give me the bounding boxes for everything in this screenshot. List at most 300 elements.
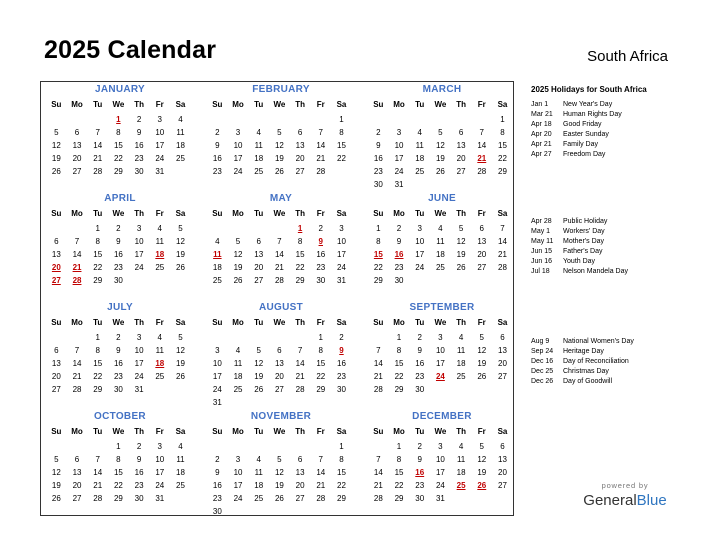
day-cell: 11 — [176, 128, 185, 138]
holiday-day-cell: 21 — [477, 154, 487, 164]
day-cell: 6 — [74, 455, 80, 465]
day-cell: 29 — [373, 276, 383, 286]
day-cell: 5 — [256, 346, 261, 356]
day-cell: 23 — [134, 481, 144, 491]
day-cell: 15 — [295, 250, 305, 260]
day-cell: 26 — [456, 263, 466, 273]
day-cell: 27 — [498, 372, 507, 382]
weekday-header: Tu — [93, 427, 103, 436]
day-cell: 19 — [274, 154, 284, 164]
month-grid — [368, 315, 517, 396]
weekday-header: Sa — [497, 209, 508, 218]
day-cell: 20 — [72, 481, 82, 491]
weekday-header: Sa — [497, 427, 508, 436]
day-cell: 3 — [235, 455, 241, 465]
day-cell: 24 — [134, 263, 144, 273]
day-cell: 10 — [155, 455, 165, 465]
month-grid — [207, 315, 356, 410]
weekday-header: Su — [51, 427, 62, 436]
holiday-date: Jun 15 — [531, 248, 553, 255]
day-cell: 23 — [394, 263, 404, 273]
day-cell: 24 — [134, 372, 144, 382]
day-cell: 8 — [116, 455, 121, 465]
day-cell: 14 — [295, 359, 305, 369]
day-cell: 14 — [93, 468, 103, 478]
brand-name — [583, 492, 667, 509]
weekday-header: We — [112, 100, 125, 109]
day-cell: 28 — [93, 494, 103, 504]
weekday-header: Tu — [93, 209, 103, 218]
day-cell: 27 — [254, 276, 264, 286]
day-cell: 6 — [500, 333, 505, 342]
day-cell: 10 — [394, 141, 404, 151]
day-cell: 12 — [435, 141, 445, 151]
day-cell: 21 — [498, 250, 507, 260]
day-cell: 21 — [316, 154, 326, 164]
day-cell: 16 — [113, 359, 123, 369]
weekday-header: Fr — [477, 209, 486, 218]
day-cell: 7 — [74, 237, 80, 247]
day-cell: 10 — [134, 346, 144, 356]
day-cell: 30 — [316, 276, 326, 286]
day-cell: 16 — [415, 359, 425, 369]
holiday-row — [531, 337, 634, 347]
day-cell: 22 — [93, 372, 103, 382]
day-cell: 5 — [54, 455, 59, 465]
day-cell: 3 — [215, 346, 220, 356]
day-cell: 5 — [178, 333, 183, 342]
day-cell: 19 — [456, 250, 466, 260]
holiday-row — [531, 150, 622, 160]
day-cell: 2 — [116, 333, 121, 342]
day-cell: 23 — [337, 372, 346, 382]
day-cell: 3 — [339, 224, 344, 233]
weekday-header: Mo — [232, 427, 244, 436]
day-cell: 12 — [51, 468, 61, 478]
day-cell: 20 — [456, 154, 466, 164]
day-cell: 14 — [477, 141, 487, 151]
weekday-header: Sa — [336, 100, 347, 109]
day-cell: 7 — [297, 346, 303, 356]
holiday-date: Apr 28 — [531, 218, 552, 225]
day-cell: 29 — [93, 385, 103, 395]
month-grid — [46, 206, 195, 287]
day-cell: 16 — [212, 481, 222, 491]
day-cell: 30 — [415, 494, 425, 504]
empty-day-cell — [451, 113, 472, 126]
day-cell: 21 — [72, 372, 82, 382]
day-cell: 7 — [500, 224, 505, 233]
day-cell: 23 — [113, 263, 123, 273]
day-cell: 10 — [435, 346, 445, 356]
day-cell: 12 — [176, 346, 185, 356]
day-cell: 18 — [435, 250, 445, 260]
day-cell: 6 — [297, 455, 303, 465]
day-cell: 7 — [318, 128, 323, 138]
day-cell: 4 — [256, 128, 261, 138]
day-cell: 15 — [337, 141, 346, 151]
day-cell: 3 — [417, 224, 422, 233]
empty-day-cell — [46, 113, 67, 126]
day-cell: 8 — [396, 455, 402, 465]
weekday-header: Th — [134, 427, 144, 436]
day-cell: 19 — [477, 468, 487, 478]
weekday-header: Mo — [71, 209, 83, 218]
day-cell: 15 — [93, 250, 103, 260]
day-cell: 24 — [155, 154, 165, 164]
holiday-name: Day of Goodwill — [563, 378, 613, 385]
month-name: FEBRUARY — [252, 84, 310, 95]
day-cell: 8 — [116, 128, 121, 138]
day-cell: 9 — [136, 455, 142, 465]
day-cell: 10 — [435, 455, 445, 465]
day-cell: 23 — [316, 263, 326, 273]
day-cell: 29 — [316, 385, 326, 395]
month-grid — [207, 424, 356, 519]
empty-day-cell — [389, 113, 410, 126]
day-cell: 25 — [435, 263, 445, 273]
day-cell: 21 — [373, 481, 383, 491]
day-cell: 17 — [394, 154, 404, 164]
weekday-header: Su — [212, 318, 223, 327]
day-cell: 1 — [95, 333, 100, 342]
day-cell: 27 — [295, 494, 305, 504]
day-cell: 14 — [498, 237, 507, 247]
month-grid — [46, 424, 195, 505]
day-cell: 26 — [176, 372, 185, 382]
day-cell: 17 — [134, 250, 144, 260]
day-cell: 28 — [295, 385, 305, 395]
day-cell: 22 — [93, 263, 103, 273]
holiday-day-cell: 24 — [435, 372, 445, 382]
day-cell: 27 — [477, 263, 487, 273]
day-cell: 10 — [134, 237, 144, 247]
weekday-header: We — [273, 209, 286, 218]
day-cell: 11 — [155, 346, 164, 356]
weekday-header: Fr — [477, 100, 486, 109]
day-cell: 11 — [456, 346, 466, 356]
weekday-header: We — [434, 209, 447, 218]
weekday-header: Su — [51, 318, 62, 327]
empty-day-cell — [248, 113, 269, 126]
month-name: JULY — [107, 302, 133, 313]
holiday-day-cell: 1 — [116, 115, 121, 124]
day-cell: 25 — [233, 385, 243, 395]
holiday-name: National Women's Day — [563, 338, 634, 345]
month-february — [206, 83, 356, 178]
holiday-date: Jan 1 — [531, 101, 549, 108]
day-cell: 31 — [212, 398, 222, 408]
empty-day-cell — [290, 331, 311, 344]
day-cell: 4 — [215, 237, 220, 247]
day-cell: 24 — [233, 167, 243, 177]
day-cell: 22 — [295, 263, 305, 273]
holiday-day-cell: 18 — [155, 359, 165, 369]
day-cell: 2 — [396, 224, 402, 233]
day-cell: 10 — [233, 141, 243, 151]
day-cell: 29 — [113, 494, 123, 504]
day-cell: 7 — [74, 346, 80, 356]
calendar-frame — [40, 81, 514, 516]
weekday-header: Tu — [93, 318, 103, 327]
day-cell: 31 — [155, 494, 165, 504]
day-cell: 1 — [396, 333, 402, 342]
empty-day-cell — [368, 440, 389, 453]
holiday-date: Sep 24 — [531, 348, 554, 355]
empty-day-cell — [310, 440, 331, 453]
day-cell: 18 — [456, 359, 466, 369]
day-cell: 6 — [479, 224, 484, 233]
weekday-header: Tu — [254, 427, 264, 436]
holiday-row — [531, 237, 628, 247]
empty-day-cell — [228, 222, 249, 235]
holiday-day-cell: 1 — [297, 224, 303, 233]
day-cell: 12 — [233, 250, 243, 260]
weekday-header: We — [112, 318, 125, 327]
day-cell: 23 — [212, 494, 222, 504]
day-cell: 10 — [233, 468, 243, 478]
day-cell: 20 — [477, 250, 487, 260]
day-cell: 12 — [274, 141, 284, 151]
day-cell: 24 — [394, 167, 404, 177]
holiday-row — [531, 377, 634, 387]
day-cell: 24 — [212, 385, 222, 395]
day-cell: 3 — [396, 128, 402, 138]
day-cell: 9 — [376, 141, 381, 151]
day-cell: 25 — [456, 372, 466, 382]
holiday-day-cell: 27 — [51, 276, 61, 286]
empty-day-cell — [67, 113, 88, 126]
day-cell: 11 — [415, 141, 424, 151]
day-cell: 17 — [435, 468, 445, 478]
day-cell: 6 — [74, 128, 80, 138]
day-cell: 14 — [316, 141, 326, 151]
holiday-name: Human Rights Day — [563, 111, 622, 118]
holiday-name: New Year's Day — [563, 101, 613, 108]
holiday-day-cell: 9 — [318, 237, 323, 247]
day-cell: 7 — [318, 455, 323, 465]
weekday-header: Su — [51, 209, 62, 218]
weekday-header: Fr — [477, 427, 486, 436]
weekday-header: Fr — [316, 100, 325, 109]
day-cell: 5 — [178, 224, 183, 233]
month-october — [45, 410, 195, 505]
holiday-name: Workers' Day — [563, 228, 605, 235]
weekday-header: Sa — [336, 318, 347, 327]
day-cell: 30 — [134, 167, 144, 177]
day-cell: 18 — [176, 141, 185, 151]
day-cell: 9 — [116, 346, 121, 356]
day-cell: 8 — [95, 346, 100, 356]
day-cell: 21 — [274, 263, 284, 273]
holiday-date: Dec 16 — [531, 358, 554, 365]
day-cell: 6 — [500, 442, 505, 451]
day-cell: 2 — [339, 333, 344, 342]
day-cell: 22 — [498, 154, 507, 164]
day-cell: 26 — [51, 167, 61, 177]
day-cell: 22 — [113, 154, 123, 164]
holiday-name: Easter Sunday — [563, 131, 609, 138]
holiday-date: Dec 25 — [531, 368, 554, 375]
day-cell: 3 — [136, 224, 142, 233]
day-cell: 3 — [438, 442, 443, 451]
day-cell: 2 — [215, 128, 220, 138]
weekday-header: Su — [212, 209, 223, 218]
day-cell: 10 — [212, 359, 222, 369]
empty-day-cell — [87, 113, 108, 126]
day-cell: 11 — [436, 237, 445, 247]
month-name: APRIL — [104, 193, 136, 204]
day-cell: 23 — [373, 167, 383, 177]
day-cell: 20 — [295, 154, 305, 164]
day-cell: 13 — [456, 141, 466, 151]
page-title: 2025 Calendar — [44, 36, 217, 64]
holiday-name: Family Day — [563, 141, 599, 148]
holiday-name: Heritage Day — [563, 348, 604, 355]
day-cell: 14 — [274, 250, 284, 260]
holiday-row — [531, 217, 628, 227]
day-cell: 25 — [415, 167, 425, 177]
day-cell: 29 — [113, 167, 123, 177]
day-cell: 19 — [435, 154, 445, 164]
day-cell: 28 — [93, 167, 103, 177]
day-cell: 27 — [456, 167, 466, 177]
day-cell: 29 — [93, 276, 103, 286]
weekday-header: We — [434, 100, 447, 109]
holiday-row — [531, 120, 622, 130]
day-cell: 28 — [316, 167, 326, 177]
month-name: MAY — [269, 193, 293, 204]
weekday-header: Su — [373, 209, 384, 218]
weekday-header: Mo — [71, 318, 83, 327]
month-december — [367, 410, 517, 505]
day-cell: 13 — [51, 359, 61, 369]
day-cell: 17 — [337, 250, 346, 260]
weekday-header: Th — [134, 100, 144, 109]
day-cell: 31 — [134, 385, 144, 395]
day-cell: 25 — [155, 372, 165, 382]
day-cell: 1 — [396, 442, 402, 451]
weekday-header: Sa — [336, 209, 347, 218]
weekday-header: We — [434, 427, 447, 436]
day-cell: 23 — [415, 481, 425, 491]
day-cell: 10 — [155, 128, 165, 138]
day-cell: 6 — [256, 237, 261, 247]
day-cell: 9 — [396, 237, 402, 247]
empty-day-cell — [269, 222, 290, 235]
day-cell: 11 — [456, 455, 466, 465]
month-august — [206, 301, 356, 410]
powered-by-label: powered by — [601, 481, 649, 490]
day-cell: 22 — [337, 154, 346, 164]
empty-day-cell — [207, 113, 228, 126]
day-cell: 23 — [212, 167, 222, 177]
holiday-group — [531, 217, 628, 277]
day-cell: 16 — [337, 359, 346, 369]
day-cell: 31 — [435, 494, 445, 504]
holiday-row — [531, 357, 634, 367]
holiday-row — [531, 367, 634, 377]
day-cell: 16 — [212, 154, 222, 164]
weekday-header: Mo — [393, 318, 405, 327]
month-may — [206, 192, 356, 287]
day-cell: 16 — [134, 141, 144, 151]
month-june — [367, 192, 517, 287]
day-cell: 2 — [318, 224, 323, 233]
day-cell: 4 — [256, 455, 261, 465]
holiday-day-cell: 25 — [456, 481, 466, 491]
weekday-header: Tu — [93, 100, 103, 109]
day-cell: 27 — [72, 167, 82, 177]
day-cell: 18 — [456, 468, 466, 478]
weekday-header: Sa — [175, 209, 186, 218]
weekday-header: Fr — [316, 318, 325, 327]
weekday-header: Fr — [477, 318, 486, 327]
month-name: SEPTEMBER — [409, 302, 475, 313]
brand-name-part1: General — [583, 492, 637, 509]
day-cell: 27 — [72, 494, 82, 504]
empty-day-cell — [471, 113, 492, 126]
day-cell: 26 — [435, 167, 445, 177]
holiday-row — [531, 257, 628, 267]
holiday-day-cell: 20 — [51, 263, 61, 273]
weekday-header: Th — [295, 209, 305, 218]
day-cell: 14 — [72, 250, 82, 260]
day-cell: 2 — [136, 115, 142, 124]
day-cell: 16 — [134, 468, 144, 478]
weekday-header: Th — [134, 318, 144, 327]
weekday-header: Tu — [415, 209, 425, 218]
day-cell: 29 — [295, 276, 305, 286]
empty-day-cell — [228, 440, 249, 453]
brand-logo[interactable] — [583, 481, 667, 509]
weekday-header: Mo — [71, 427, 83, 436]
day-cell: 4 — [458, 442, 464, 451]
holiday-row — [531, 347, 634, 357]
weekday-header: Fr — [155, 318, 164, 327]
day-cell: 18 — [233, 372, 243, 382]
weekday-header: We — [112, 427, 125, 436]
holiday-day-cell: 21 — [72, 263, 82, 273]
empty-day-cell — [207, 222, 228, 235]
day-cell: 20 — [274, 372, 284, 382]
weekday-header: Sa — [336, 427, 347, 436]
month-name: JUNE — [428, 193, 456, 204]
weekday-header: Sa — [175, 100, 186, 109]
day-cell: 9 — [215, 468, 220, 478]
empty-day-cell — [310, 113, 331, 126]
holiday-name: Public Holiday — [563, 218, 608, 225]
weekday-header: We — [273, 318, 286, 327]
day-cell: 7 — [479, 128, 484, 138]
empty-day-cell — [207, 440, 228, 453]
holiday-day-cell: 18 — [155, 250, 165, 260]
day-cell: 28 — [477, 167, 487, 177]
day-cell: 30 — [134, 494, 144, 504]
day-cell: 8 — [95, 237, 100, 247]
weekday-header: Th — [295, 100, 305, 109]
empty-day-cell — [46, 440, 67, 453]
weekday-header: Fr — [155, 209, 164, 218]
month-grid — [46, 97, 195, 178]
month-name: OCTOBER — [94, 411, 146, 422]
empty-day-cell — [87, 440, 108, 453]
day-cell: 20 — [295, 481, 305, 491]
day-cell: 13 — [72, 468, 82, 478]
weekday-header: Sa — [175, 318, 186, 327]
day-cell: 16 — [316, 250, 326, 260]
weekday-header: Su — [51, 100, 62, 109]
